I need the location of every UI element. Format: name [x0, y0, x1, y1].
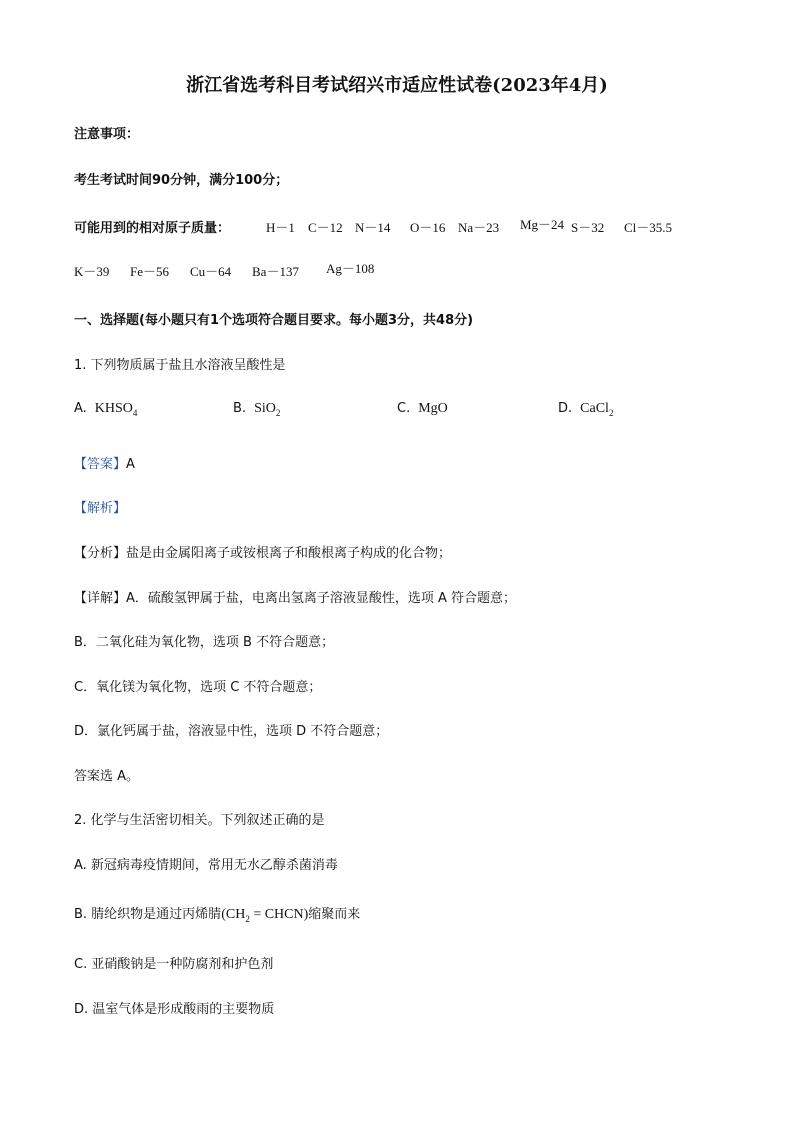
question-2-option-a: A. 新冠病毒疫情期间，常用无水乙醇杀菌消毒: [74, 858, 338, 873]
answer-value: A: [126, 457, 135, 472]
atomic-mass-na: Na－23: [458, 220, 500, 235]
formula-part-1: (CH: [221, 907, 246, 922]
answer-line: [74, 453, 135, 472]
question-2-option-c: C. 亚硝酸钠是一种防腐剂和护色剂: [74, 957, 274, 972]
formula-part-2: = CHCN): [249, 907, 309, 922]
question-1-option-c: [397, 401, 448, 418]
notice-heading: 注意事项：: [74, 127, 140, 142]
atomic-mass-k: K－39: [74, 264, 110, 279]
analysis-tag: 【解析】: [74, 501, 127, 516]
formula-body: MgO: [418, 401, 448, 416]
option-letter: C.: [397, 401, 411, 416]
option-b-text: B. 腈纶织物是通过丙烯腈: [74, 907, 222, 922]
atomic-mass-s: S－32: [571, 220, 605, 235]
option-b-suffix: 缩聚而来: [308, 907, 361, 922]
answer-tag: 【答案】: [74, 457, 127, 472]
atomic-mass-cu: Cu－64: [190, 264, 232, 279]
atomic-mass-fe: Fe－56: [130, 264, 170, 279]
formula-subscript: 2: [245, 913, 250, 924]
atomic-mass-ag: Ag－108: [326, 261, 375, 276]
option-formula: [95, 401, 138, 416]
page-title: 浙江省选考科目考试绍兴市适应性试卷(2023年4月): [186, 75, 608, 96]
atomic-mass-label: 可能用到的相对原子质量：: [74, 221, 231, 236]
formula-subscript: 2: [608, 407, 614, 418]
section1-heading: 一、选择题(每小题只有1个选项符合题目要求。每小题3分，共48分): [74, 313, 474, 328]
atomic-mass-h: H－1: [266, 220, 295, 235]
atomic-mass-o: O－16: [410, 220, 446, 235]
notice-time: 考生考试时间90分钟，满分100分；: [74, 173, 289, 188]
atomic-mass-ba: Ba－137: [252, 264, 299, 279]
atomic-mass-mg: Mg－24: [520, 217, 565, 232]
option-letter: D.: [558, 401, 573, 416]
question-1-option-b: [233, 401, 280, 418]
detail-line-d: D．氯化钙属于盐，溶液显中性，选项 D 不符合题意；: [74, 724, 389, 739]
option-letter: A.: [74, 401, 87, 416]
formula-subscript: 2: [275, 407, 281, 418]
question-1-stem: 1. 下列物质属于盐且水溶液呈酸性是: [74, 358, 286, 373]
atomic-mass-c: C－12: [308, 220, 343, 235]
option-formula: [580, 401, 613, 416]
question-1-option-a: [74, 401, 137, 418]
answer-conclusion: 答案选 A。: [74, 769, 140, 784]
acrylonitrile-formula: [221, 907, 308, 922]
question-2-stem: 2. 化学与生活密切相关。下列叙述正确的是: [74, 813, 325, 828]
formula-body: SiO: [254, 401, 276, 416]
option-formula: [418, 401, 448, 416]
question-1-option-d: [558, 401, 613, 418]
atomic-mass-cl: Cl－35.5: [624, 220, 673, 235]
formula-body: KHSO: [94, 401, 133, 416]
detail-line-b: B．二氧化硅为氧化物，选项 B 不符合题意；: [74, 635, 335, 650]
question-2-option-b: [74, 903, 360, 924]
detail-line-c: C．氧化镁为氧化物，选项 C 不符合题意；: [74, 680, 322, 695]
atomic-mass-n: N－14: [355, 220, 391, 235]
detail-line-a: 【详解】A．硫酸氢钾属于盐，电离出氢离子溶液显酸性，选项 A 符合题意；: [74, 591, 517, 606]
analysis-intro: 【分析】盐是由金属阳离子或铵根离子和酸根离子构成的化合物；: [74, 546, 452, 561]
formula-subscript: 4: [132, 407, 138, 418]
formula-body: CaCl: [580, 401, 609, 416]
option-formula: [254, 401, 280, 416]
option-letter: B.: [233, 401, 247, 416]
question-2-option-d: D. 温室气体是形成酸雨的主要物质: [74, 1002, 275, 1017]
